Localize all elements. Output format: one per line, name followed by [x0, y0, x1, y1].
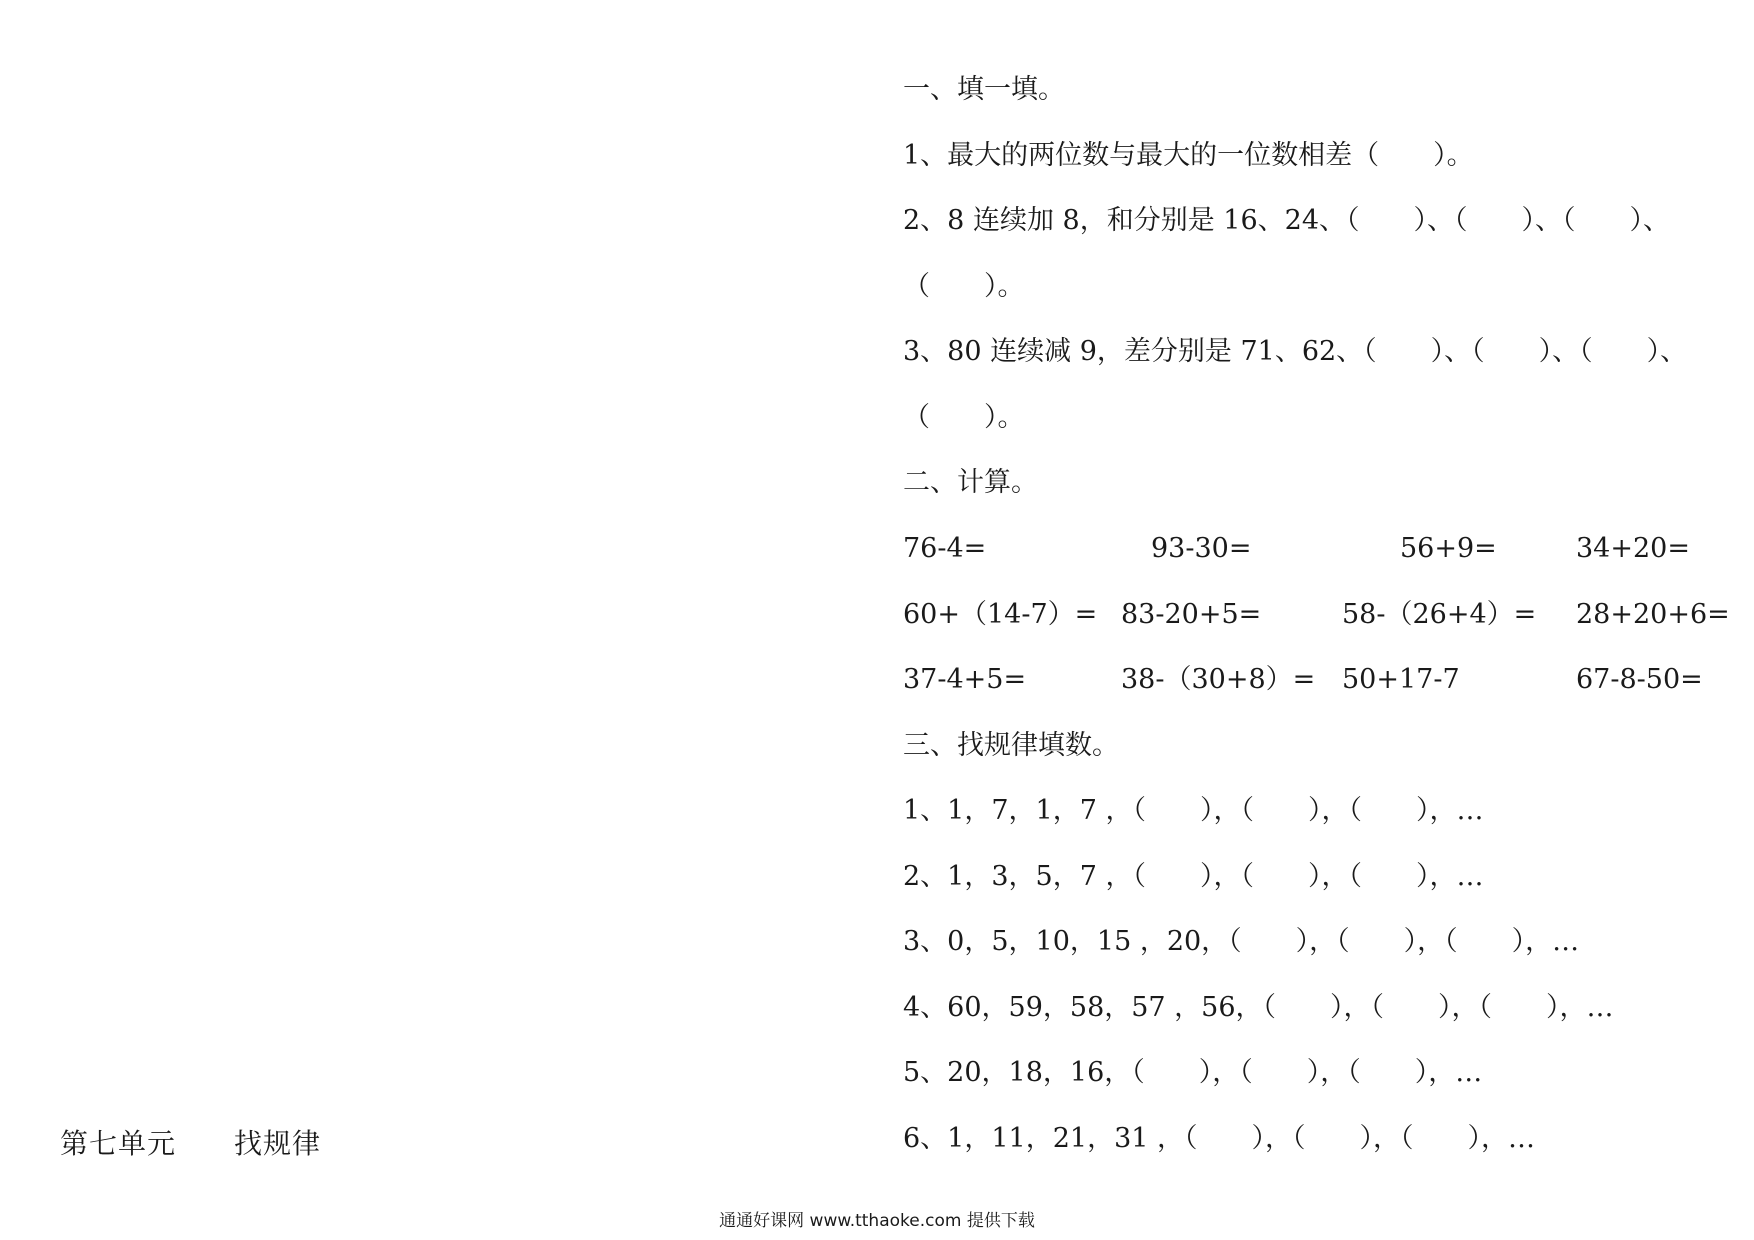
calc-r1-c4: 34+20=: [1576, 533, 1690, 564]
calc-r2-c3: 58-（26+4）=: [1342, 599, 1537, 630]
calc-r3-c3: 50+17-7: [1342, 664, 1460, 695]
calc-r2-c4: 28+20+6=: [1576, 599, 1730, 630]
pattern-item: 6、1，11，21，31 ，（ ），（ ），（ ），…: [903, 1123, 1536, 1154]
section3-heading: 三、找规律填数。: [903, 730, 1119, 761]
calc-r1-c2: 93-30=: [1151, 533, 1252, 564]
calc-r1-c1: 76-4=: [903, 533, 987, 564]
question-2-line-1: 2、8 连续加 8，和分别是 16、24、（ ）、（ ）、（ ）、: [903, 205, 1670, 236]
section1-heading: 一、填一填。: [903, 74, 1065, 105]
pattern-item: 3、0，5，10，15 ，20，（ ），（ ），（ ），…: [903, 926, 1580, 957]
unit-title: 第七单元 找规律: [60, 1127, 322, 1160]
question-1: 1、最大的两位数与最大的一位数相差（ ）。: [903, 140, 1474, 171]
footer-credit: 通通好课网 www.tthaoke.com 提供下载: [719, 1211, 1035, 1231]
question-3-line-2: （ ）。: [903, 402, 1025, 433]
question-2-line-2: （ ）。: [903, 271, 1025, 302]
question-3-line-1: 3、80 连续减 9，差分别是 71、62、（ ）、（ ）、（ ）、: [903, 336, 1688, 367]
calc-r1-c3: 56+9=: [1400, 533, 1497, 564]
calc-r2-c2: 83-20+5=: [1121, 599, 1262, 630]
pattern-item: 5、20，18，16，（ ），（ ），（ ），…: [903, 1057, 1483, 1088]
pattern-item: 4、60，59，58，57 ，56，（ ），（ ），（ ），…: [903, 992, 1614, 1023]
calc-r3-c2: 38-（30+8）=: [1121, 664, 1316, 695]
pattern-item: 1、1，7，1，7 ，（ ），（ ），（ ），…: [903, 795, 1484, 826]
calc-r2-c1: 60+（14-7）=: [903, 599, 1098, 630]
pattern-item: 2、1，3，5，7 ，（ ），（ ），（ ），…: [903, 861, 1484, 892]
section2-heading: 二、计算。: [903, 467, 1038, 498]
calc-r3-c4: 67-8-50=: [1576, 664, 1703, 695]
calc-r3-c1: 37-4+5=: [903, 664, 1027, 695]
